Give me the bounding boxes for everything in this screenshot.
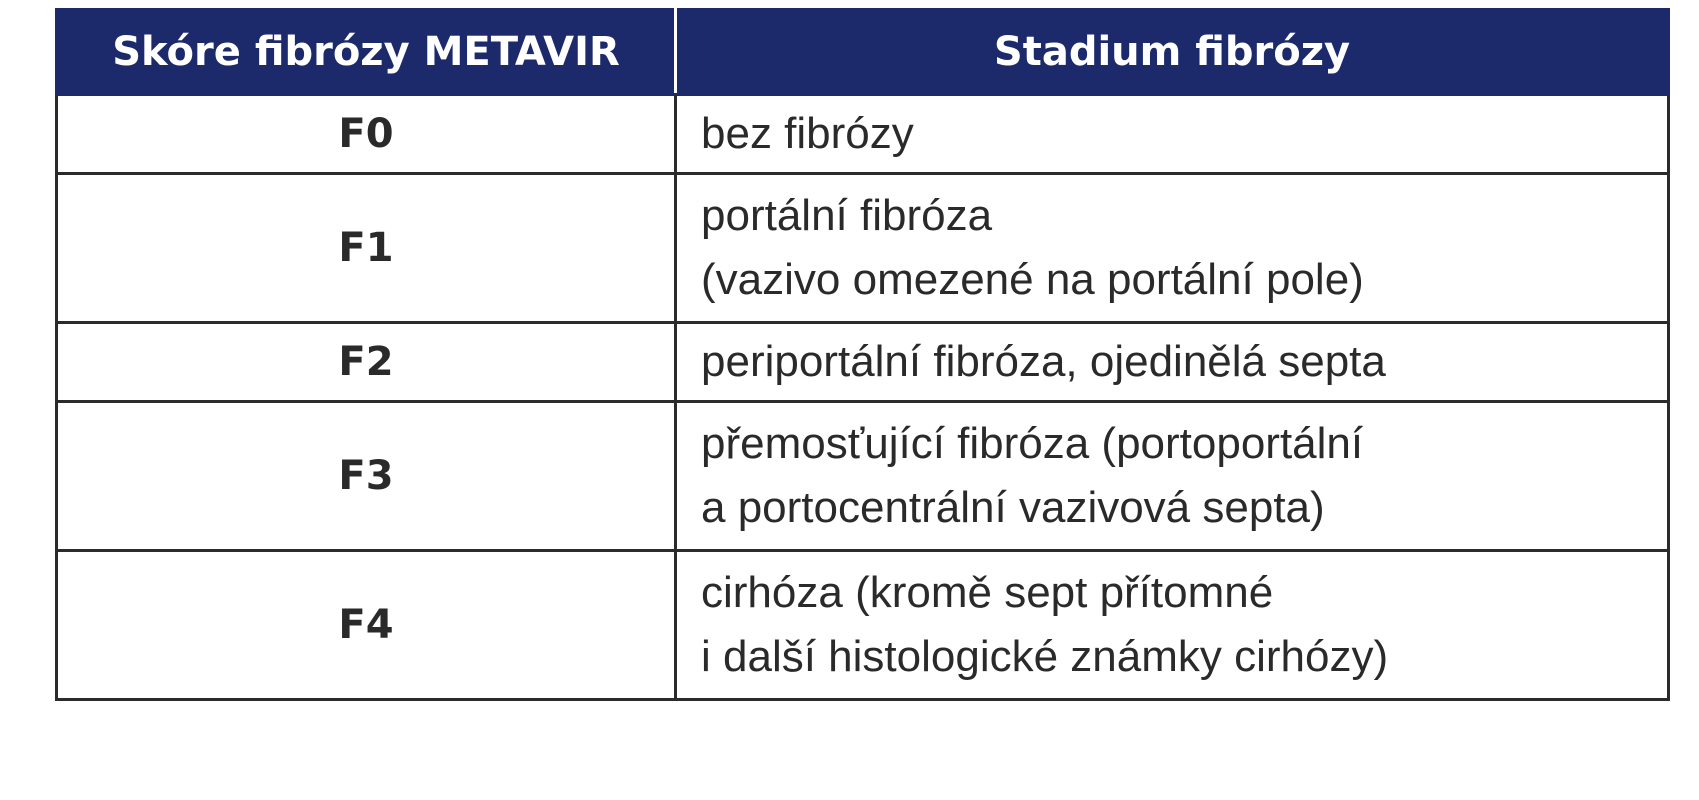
table-row [57, 402, 1669, 551]
score-cell: F4 [57, 551, 676, 700]
stage-text-line: i další histologické známky cirhózy) [701, 632, 1389, 681]
stage-cell [676, 323, 1669, 402]
stage-text-line: bez fibrózy [701, 109, 914, 158]
table-row [57, 95, 1669, 174]
stage-text-line: periportální fibróza, ojedinělá septa [701, 337, 1386, 386]
stage-text-line: portální fibróza [701, 191, 993, 240]
score-cell: F3 [57, 402, 676, 551]
header-score: Skóre fibrózy METAVIR [57, 10, 676, 95]
stage-cell [676, 402, 1669, 551]
stage-text-line: (vazivo omezené na portální pole) [701, 255, 1364, 304]
stage-text-line: cirhóza (kromě sept přítomné [701, 568, 1274, 617]
score-cell: F0 [57, 95, 676, 174]
stage-cell [676, 551, 1669, 700]
stage-text-line: a portocentrální vazivová septa) [701, 483, 1325, 532]
table-row [57, 323, 1669, 402]
stage-text-line: přemosťující fibróza (portoportální [701, 419, 1364, 468]
stage-cell [676, 174, 1669, 323]
score-cell: F2 [57, 323, 676, 402]
table-row [57, 174, 1669, 323]
score-cell: F1 [57, 174, 676, 323]
metavir-fibrosis-table [55, 8, 1670, 701]
table-row [57, 551, 1669, 700]
stage-cell [676, 95, 1669, 174]
table-header-row [57, 10, 1669, 95]
header-stage: Stadium fibrózy [676, 10, 1669, 95]
